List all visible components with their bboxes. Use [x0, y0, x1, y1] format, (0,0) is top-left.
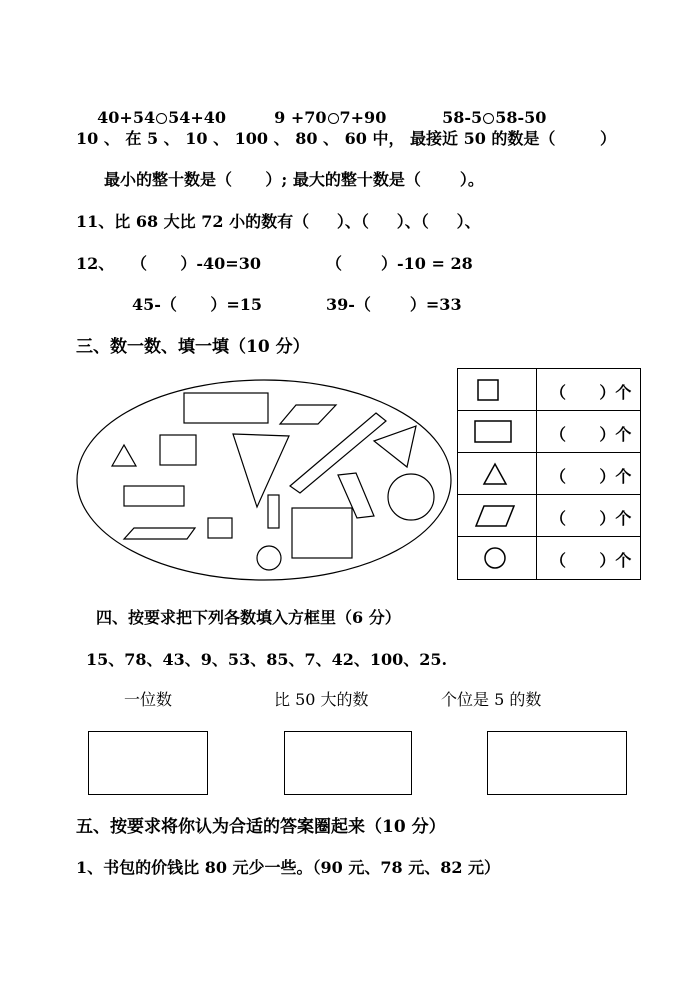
section-3-title: 三、数一数、填一填（10 分） — [76, 337, 310, 357]
number-list: 15、78、43、9、53、85、7、42、100、25. — [86, 650, 448, 669]
category-label: 个位是 5 的数 — [441, 690, 542, 709]
comparison-left: 58-5 — [442, 108, 483, 127]
answer-box-greater-than-50[interactable] — [284, 731, 412, 795]
comparison-right: 7+90 — [339, 108, 387, 127]
square-icon — [478, 379, 518, 403]
comparison-left: 9 +70 — [274, 108, 327, 127]
question-12-d: 39-（ ）=33 — [326, 295, 462, 314]
comparison-right: 54+40 — [168, 108, 227, 127]
rectangle-shape — [184, 393, 268, 423]
small-triangle-shape — [112, 445, 136, 466]
count-blank[interactable]: （ ）个 — [550, 425, 632, 444]
section-5-title: 五、按要求将你认为合适的答案圈起来（10 分） — [76, 817, 446, 837]
answer-box-one-digit[interactable] — [88, 731, 208, 795]
question-12-c: 45-（ ）=15 — [132, 295, 263, 314]
question-10-line1: 10 、 在 5 、 10 、 100 、 80 、 60 中， 最接近 50 的数是（ ） — [76, 129, 616, 148]
section-4-title: 四、按要求把下列各数填入方框里（6 分） — [96, 608, 401, 627]
circle-icon — [484, 546, 524, 572]
question-12-a: 12、 （ ）-40=30 — [76, 254, 261, 273]
count-table — [457, 368, 641, 580]
question-10-line2: 最小的整十数是（ ）; 最大的整十数是（ ）。 — [104, 170, 484, 189]
section-5-question-1: 1、书包的价钱比 80 元少一些。（90 元、78 元、82 元） — [76, 858, 501, 877]
count-blank[interactable]: （ ）个 — [550, 467, 632, 486]
circle-shape — [388, 474, 434, 520]
rectangle-icon — [475, 420, 515, 444]
table-row-rectangle — [458, 411, 640, 453]
table-row-circle — [458, 537, 640, 579]
category-label: 一位数 — [124, 690, 173, 709]
triangle-icon — [483, 463, 523, 487]
category-label: 比 50 大的数 — [274, 690, 369, 709]
question-12-b: （ ）-10 = 28 — [326, 254, 473, 273]
question-11: 11、比 68 大比 72 小的数有（ ）、（ ）、（ ）、 — [76, 212, 481, 231]
comparison-right: 58-50 — [495, 108, 547, 127]
parallelogram-shape — [338, 473, 374, 518]
answer-box-ones-digit-5[interactable] — [487, 731, 627, 795]
square-shape — [160, 435, 196, 465]
square-shape — [292, 508, 352, 558]
table-row-parallelogram — [458, 495, 640, 537]
long-parallelogram-shape — [290, 413, 386, 493]
flat-parallelogram-shape — [124, 528, 195, 539]
small-rectangle-shape — [208, 518, 232, 538]
triangle-shape — [374, 426, 416, 467]
comparison-left: 40+54 — [97, 108, 156, 127]
small-circle-shape — [257, 546, 281, 570]
count-blank[interactable]: （ ）个 — [550, 509, 632, 528]
thin-rectangle-shape — [268, 495, 279, 528]
count-blank[interactable]: （ ）个 — [550, 383, 632, 402]
large-triangle-shape — [233, 434, 289, 507]
table-row-triangle — [458, 453, 640, 495]
parallelogram-icon — [476, 505, 516, 529]
parallelogram-shape — [280, 405, 336, 424]
count-blank[interactable]: （ ）个 — [550, 551, 632, 570]
rectangle-shape — [124, 486, 184, 506]
table-row-square — [458, 369, 640, 411]
